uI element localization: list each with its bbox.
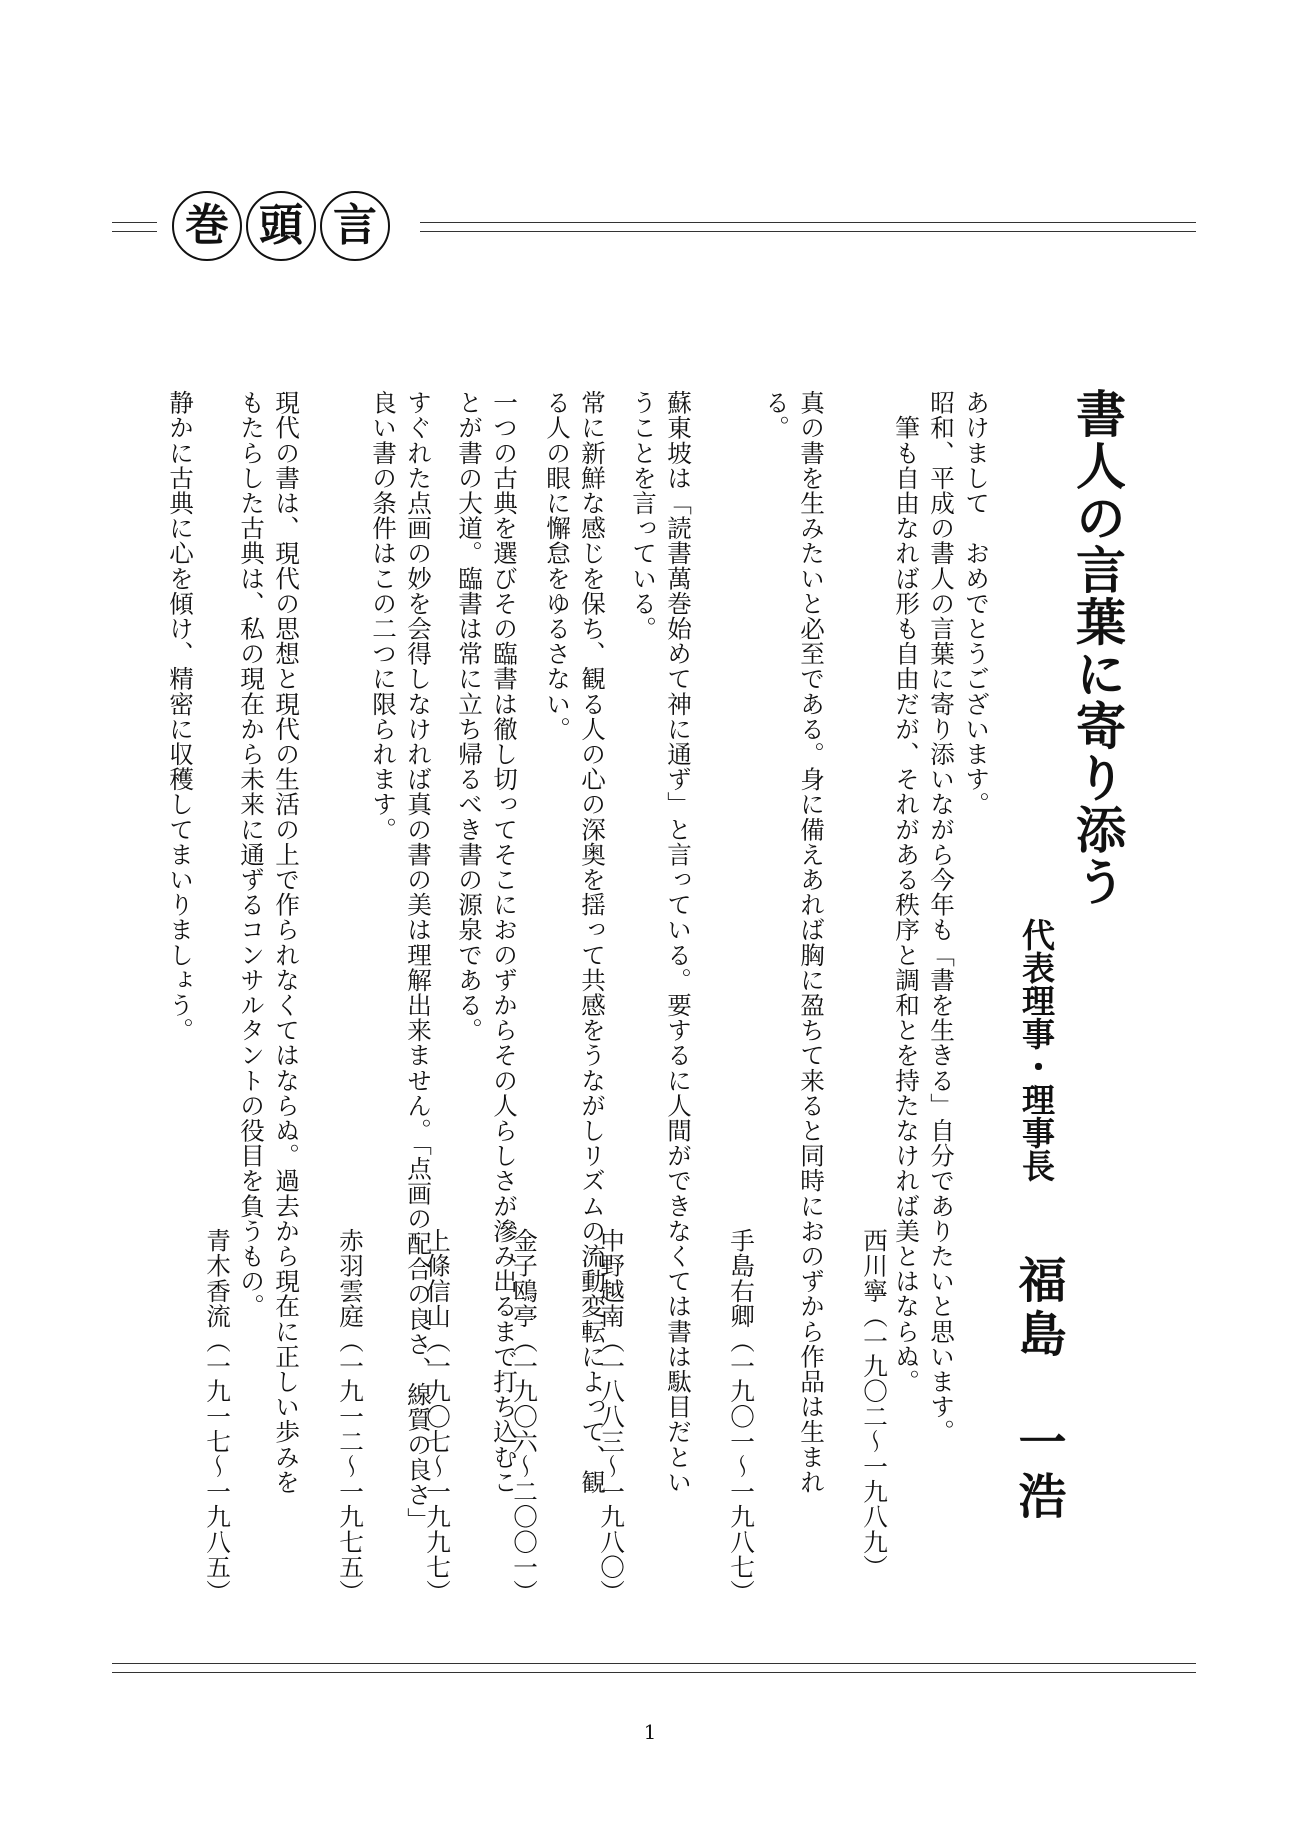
body-line: 筆も自由なれば形も自由だが、それがある秩序と調和とを持たなければ美とはならぬ。	[892, 390, 921, 1394]
header-rule-right-bottom	[420, 231, 1196, 232]
quote-credit: 赤羽雲庭（一九一二〜一九七五）	[336, 1228, 365, 1605]
body-line: 常に新鮮な感じを保ち、観る人の心の深奥を揺って共感をうながしリズムの流動変転によって、観	[578, 390, 607, 1495]
quote-credit: 中野越南（一八八三〜一九八〇）	[597, 1228, 626, 1605]
article-title: 書人の言葉に寄り添う	[1068, 388, 1127, 908]
quote-credit: 上條信山（一九〇七〜一九九七）	[423, 1228, 452, 1605]
quote-credit: 金子鴎亭（一九〇六〜二〇〇一）	[510, 1228, 539, 1605]
author-role: 代表理事・理事長	[1017, 918, 1056, 1182]
body-line: もたらした古典は、私の現在から未来に通ずるコンサルタントの役目を負うもの。	[237, 390, 266, 1319]
body-line: 良い書の条件はこの二つに限られます。	[369, 390, 398, 842]
body-line: とが書の大道。臨書は常に立ち帰るべき書の源泉である。	[455, 390, 484, 1043]
body-line: 真の書を生みたいと必至である。身に備えあれば胸に盈ちて来ると同時におのずから作品は生まれ	[797, 390, 826, 1495]
quote-credit: 手島右卿（一九〇一〜一九八七）	[727, 1228, 756, 1605]
body-line: すぐれた点画の妙を会得しなければ真の書の美は理解出来ません。「点画の配合の良さ、線質の良さ」	[404, 390, 433, 1533]
footer-rule-bottom	[112, 1672, 1196, 1673]
header-rule-right-top	[420, 222, 1196, 223]
quote-credit: 西川寧（一九〇二〜一九八九）	[860, 1228, 889, 1580]
body-line: 現代の書は、現代の思想と現代の生活の上で作られなくてはならぬ。過去から現在に正しい歩みを	[272, 390, 301, 1495]
body-line: 昭和、平成の書人の言葉に寄り添いながら今年も「書を生きる」自分でありたいと思います。	[927, 390, 956, 1445]
body-line: 一つの古典を選びその臨書は徹し切ってそこにおのずからその人らしさが滲み出るまで打ち込むこ	[490, 390, 519, 1495]
author-name: 福島 一浩	[1010, 1255, 1066, 1525]
body-line: 蘇東坡は「読書萬巻始めて神に通ず」と言っている。要するに人間ができなくては書は駄目だとい	[664, 390, 693, 1495]
body-line: 静かに古典に心を傾け、精密に収穫してまいりましょう。	[166, 390, 195, 1043]
body-line: る人の眼に懈怠をゆるさない。	[543, 390, 572, 742]
header-badge: 頭	[246, 191, 316, 261]
header-badge: 巻	[172, 191, 242, 261]
section-header	[172, 191, 390, 261]
page-number: 1	[643, 1720, 657, 1744]
header-rule-left-bottom	[112, 231, 157, 232]
header-rule-left-top	[112, 222, 157, 223]
body-line: る。	[762, 390, 791, 441]
header-badge: 言	[320, 191, 390, 261]
body-line: あけまして おめでとうございます。	[962, 390, 991, 817]
footer-rule-top	[112, 1663, 1196, 1664]
quote-credit: 青木香流（一九一七〜一九八五）	[203, 1228, 232, 1605]
body-line: うことを言っている。	[629, 390, 658, 641]
